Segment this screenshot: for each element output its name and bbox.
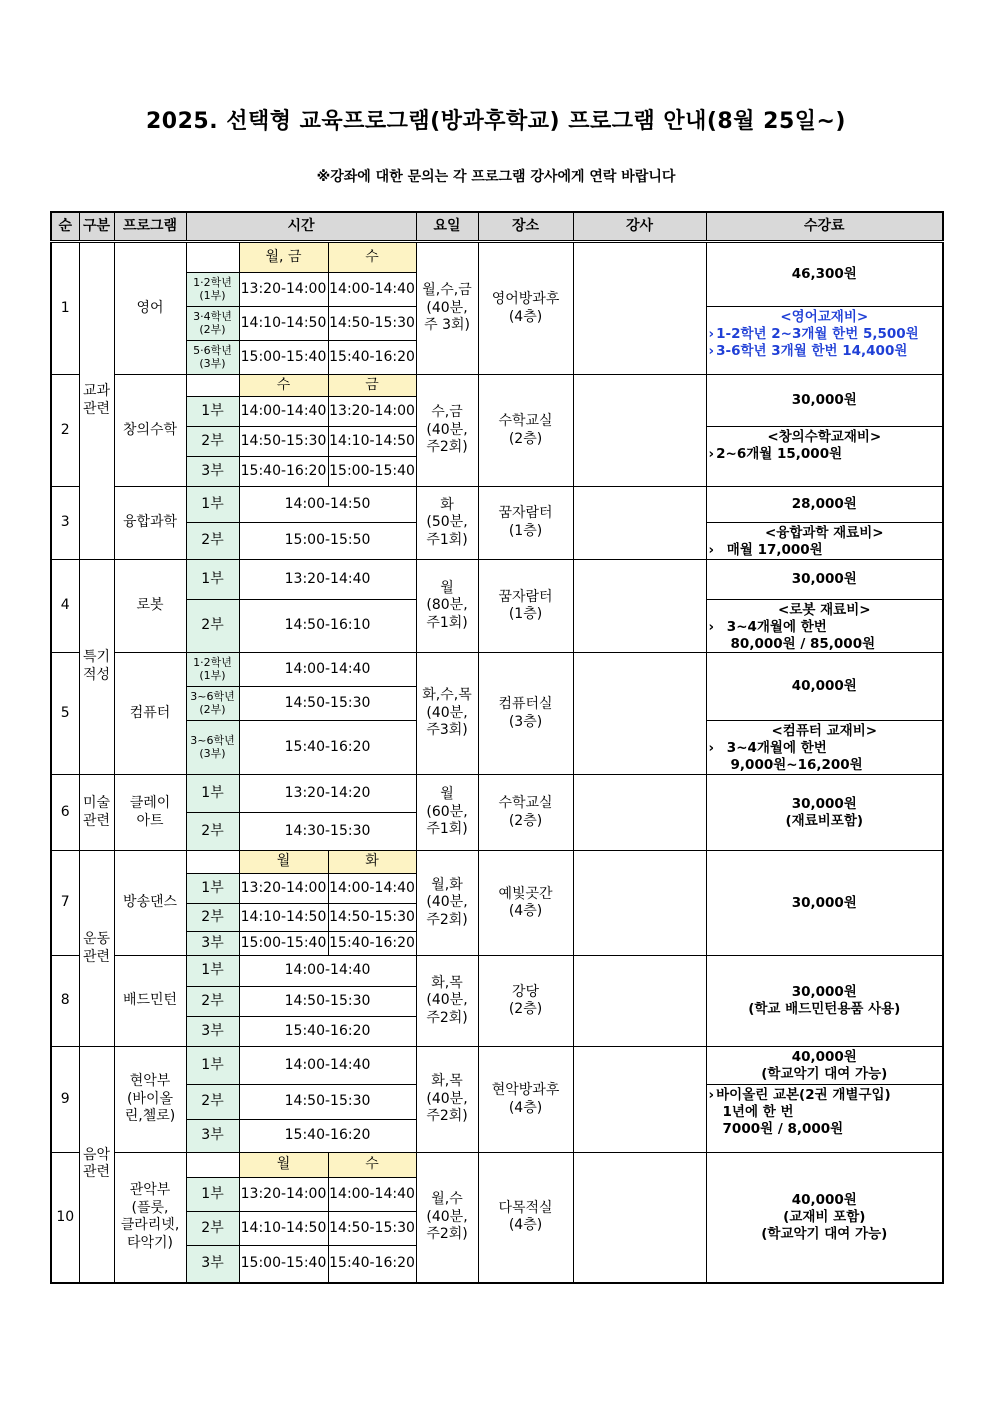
session-label: 1·2학년 (1부) xyxy=(186,653,239,687)
fee-extra-title: <창의수학교재비> xyxy=(767,429,882,445)
category-cell: 운동 관련 xyxy=(79,851,114,1047)
program-name: 로봇 xyxy=(114,559,186,653)
session-label: 1·2학년 (1부) xyxy=(186,273,239,307)
place-cell: 예빛곳간 (4층) xyxy=(478,851,573,956)
weekday-cell: 화,목 (40분, 주2회) xyxy=(416,1047,478,1153)
program-name: 영어 xyxy=(114,242,186,375)
fee-extra-line: 9,000원~16,200원 xyxy=(730,757,863,774)
row-number: 8 xyxy=(51,956,79,1047)
teacher-cell xyxy=(573,487,706,560)
day-column-header: 금 xyxy=(328,375,416,397)
session-time: 14:50-16:10 xyxy=(239,599,416,653)
session-label: 2부 xyxy=(186,1085,239,1120)
session-label: 2부 xyxy=(186,427,239,457)
day-column-header: 수 xyxy=(239,375,328,397)
program-name: 관악부 (플룻, 클라리넷, 타악기) xyxy=(114,1153,186,1283)
fee-extra-cell xyxy=(706,427,943,487)
session-time: 15:40-16:20 xyxy=(239,457,328,487)
session-time: 14:00-14:40 xyxy=(328,1178,416,1212)
session-label: 1부 xyxy=(186,956,239,987)
day-column-header: 수 xyxy=(328,1153,416,1178)
header-day: 요일 xyxy=(416,212,478,242)
weekday-cell: 월,수,금 (40분, 주 3회) xyxy=(416,242,478,375)
header-category: 구분 xyxy=(79,212,114,242)
fee-extra-line: › 3~4개월에 한번 xyxy=(708,740,827,757)
bullet-icon: › xyxy=(708,541,719,558)
session-time: 15:40-16:20 xyxy=(328,341,416,375)
weekday-cell: 화,목 (40분, 주2회) xyxy=(416,956,478,1047)
bullet-icon: › xyxy=(708,445,715,462)
header-teacher: 강사 xyxy=(573,212,706,242)
program-name: 배드민턴 xyxy=(114,956,186,1047)
session-label: 1부 xyxy=(186,559,239,599)
session-time: 14:10-14:50 xyxy=(328,427,416,457)
bullet-icon: › xyxy=(708,342,715,359)
session-time: 15:40-16:20 xyxy=(239,721,416,775)
bullet-icon: › xyxy=(708,740,719,757)
session-label: 2부 xyxy=(186,813,239,851)
fee-cell: 30,000원 xyxy=(706,851,943,956)
header-time: 시간 xyxy=(186,212,416,242)
session-label: 1부 xyxy=(186,397,239,427)
place-cell: 꿈자람터 (1층) xyxy=(478,559,573,653)
program-name: 클레이 아트 xyxy=(114,775,186,851)
category-cell: 미술 관련 xyxy=(79,775,114,851)
session-label: 1부 xyxy=(186,487,239,523)
session-label: 1부 xyxy=(186,874,239,904)
program-name: 컴퓨터 xyxy=(114,653,186,775)
session-time: 15:40-16:20 xyxy=(239,1017,416,1047)
session-time: 14:50-15:30 xyxy=(239,987,416,1017)
fee-extra-cell xyxy=(706,721,943,775)
category-cell: 교과 관련 xyxy=(79,242,114,560)
table-row xyxy=(51,956,943,987)
weekday-cell: 월 (60분, 주1회) xyxy=(416,775,478,851)
session-label: 3부 xyxy=(186,1120,239,1153)
teacher-cell xyxy=(573,559,706,653)
weekday-cell: 월 (80분, 주1회) xyxy=(416,559,478,653)
session-label-empty xyxy=(186,242,239,273)
place-cell: 컴퓨터실 (3층) xyxy=(478,653,573,775)
row-number: 4 xyxy=(51,559,79,653)
session-time: 14:00-14:40 xyxy=(328,874,416,904)
session-time: 13:20-14:00 xyxy=(239,1178,328,1212)
session-label: 3부 xyxy=(186,457,239,487)
bullet-icon: › xyxy=(708,325,715,342)
session-time: 15:40-16:20 xyxy=(328,1246,416,1283)
table-row xyxy=(51,487,943,523)
place-cell: 다목적실 (4층) xyxy=(478,1153,573,1283)
page-title: 2025. 선택형 교육프로그램(방과후학교) 프로그램 안내(8월 25일~) xyxy=(145,109,846,134)
session-label: 5·6학년 (3부) xyxy=(186,341,239,375)
header-no: 순 xyxy=(51,212,79,242)
program-name: 현악부 (바이올 린,첼로) xyxy=(114,1047,186,1153)
table-row xyxy=(51,1153,943,1178)
session-time: 15:00-15:40 xyxy=(328,457,416,487)
session-label: 2부 xyxy=(186,904,239,932)
session-label: 1부 xyxy=(186,1047,239,1085)
session-time: 14:00-14:40 xyxy=(239,1047,416,1085)
teacher-cell xyxy=(573,1047,706,1153)
fee-extra-cell xyxy=(706,523,943,560)
day-column-header: 월, 금 xyxy=(239,242,328,273)
session-time: 14:00-14:40 xyxy=(328,273,416,307)
place-cell: 수학교실 (2층) xyxy=(478,375,573,487)
fee-extra-line: › 바이올린 교본(2권 개별구입) xyxy=(708,1087,891,1103)
session-label-empty xyxy=(186,375,239,397)
session-time: 14:50-15:30 xyxy=(328,904,416,932)
teacher-cell xyxy=(573,1153,706,1283)
session-time: 14:50-15:30 xyxy=(239,687,416,721)
teacher-cell xyxy=(573,375,706,487)
day-column-header: 월 xyxy=(239,851,328,874)
session-label: 2부 xyxy=(186,523,239,560)
program-name: 창의수학 xyxy=(114,375,186,487)
session-time: 14:30-15:30 xyxy=(239,813,416,851)
session-time: 15:40-16:20 xyxy=(239,1120,416,1153)
session-time: 14:00-14:40 xyxy=(239,397,328,427)
bullet-icon: › xyxy=(708,618,719,635)
header-program: 프로그램 xyxy=(114,212,186,242)
program-name: 방송댄스 xyxy=(114,851,186,956)
bullet-icon: › xyxy=(708,1087,715,1103)
day-column-header: 화 xyxy=(328,851,416,874)
table-row xyxy=(51,851,943,874)
session-label: 1부 xyxy=(186,1178,239,1212)
fee-cell: 40,000원 (교재비 포함) (학교악기 대여 가능) xyxy=(706,1153,943,1283)
day-column-header: 수 xyxy=(328,242,416,273)
session-label: 2부 xyxy=(186,599,239,653)
program-table xyxy=(50,211,944,1284)
weekday-cell: 화 (50분, 주1회) xyxy=(416,487,478,560)
header-place: 장소 xyxy=(478,212,573,242)
row-number: 1 xyxy=(51,242,79,375)
session-time: 15:40-16:20 xyxy=(328,932,416,956)
session-time: 13:20-14:00 xyxy=(239,874,328,904)
fee-extra-line: 1년에 한 번 xyxy=(722,1103,794,1120)
place-cell: 강당 (2층) xyxy=(478,956,573,1047)
session-label: 3부 xyxy=(186,932,239,956)
fee-extra-line: › 3~4개월에 한번 xyxy=(708,618,827,635)
teacher-cell xyxy=(573,851,706,956)
row-number: 9 xyxy=(51,1047,79,1153)
session-time: 14:50-15:30 xyxy=(239,1085,416,1120)
session-time: 15:00-15:40 xyxy=(239,341,328,375)
session-time: 15:00-15:40 xyxy=(239,1246,328,1283)
session-label: 2부 xyxy=(186,1212,239,1246)
page-subtitle: ※강좌에 대한 문의는 각 프로그램 강사에게 연락 바랍니다 xyxy=(316,169,676,185)
day-column-header: 월 xyxy=(239,1153,328,1178)
session-time: 13:20-14:00 xyxy=(328,397,416,427)
session-label-empty xyxy=(186,851,239,874)
session-time: 14:00-14:40 xyxy=(239,956,416,987)
session-label: 3·4학년 (2부) xyxy=(186,307,239,341)
table-row xyxy=(51,559,943,599)
row-number: 7 xyxy=(51,851,79,956)
session-time: 13:20-14:20 xyxy=(239,775,416,813)
table-row xyxy=(51,1047,943,1085)
session-label-empty xyxy=(186,1153,239,1178)
weekday-cell: 월,수 (40분, 주2회) xyxy=(416,1153,478,1283)
fee-extra-line: › 1-2학년 2~3개월 한번 5,500원 xyxy=(708,325,919,342)
place-cell: 현악방과후 (4층) xyxy=(478,1047,573,1153)
category-cell: 특기 적성 xyxy=(79,559,114,774)
session-time: 14:00-14:50 xyxy=(239,487,416,523)
fee-extra-cell xyxy=(706,599,943,653)
session-time: 14:50-15:30 xyxy=(239,427,328,457)
fee-extra-title: <융합과학 재료비> xyxy=(764,525,884,541)
fee-extra-line: 80,000원 / 85,000원 xyxy=(730,635,876,652)
session-label: 1부 xyxy=(186,775,239,813)
teacher-cell xyxy=(573,653,706,775)
row-number: 5 xyxy=(51,653,79,775)
table-row xyxy=(51,375,943,397)
fee-extra-line: › 3-6학년 3개월 한번 14,400원 xyxy=(708,342,908,359)
session-label: 3부 xyxy=(186,1017,239,1047)
row-number: 6 xyxy=(51,775,79,851)
row-number: 10 xyxy=(51,1153,79,1283)
session-time: 15:00-15:50 xyxy=(239,523,416,560)
session-time: 14:50-15:30 xyxy=(328,1212,416,1246)
session-time: 14:50-15:30 xyxy=(328,307,416,341)
fee-cell: 46,300원 xyxy=(706,242,943,307)
table-row xyxy=(51,775,943,813)
program-name: 융합과학 xyxy=(114,487,186,560)
fee-extra-title: <컴퓨터 교재비> xyxy=(771,723,878,740)
teacher-cell xyxy=(573,242,706,375)
header-row xyxy=(51,212,943,242)
session-time: 13:20-14:00 xyxy=(239,273,328,307)
weekday-cell: 수,금 (40분, 주2회) xyxy=(416,375,478,487)
place-cell: 수학교실 (2층) xyxy=(478,775,573,851)
teacher-cell xyxy=(573,775,706,851)
place-cell: 꿈자람터 (1층) xyxy=(478,487,573,560)
fee-cell: 30,000원 xyxy=(706,559,943,599)
session-label: 3부 xyxy=(186,1246,239,1283)
fee-extra-line: › 2~6개월 15,000원 xyxy=(708,445,843,462)
fee-cell: 40,000원 (학교악기 대여 가능) xyxy=(706,1047,943,1085)
weekday-cell: 화,수,목 (40분, 주3회) xyxy=(416,653,478,775)
session-time: 14:00-14:40 xyxy=(239,653,416,687)
row-number: 2 xyxy=(51,375,79,487)
session-time: 14:10-14:50 xyxy=(239,1212,328,1246)
session-time: 13:20-14:40 xyxy=(239,559,416,599)
table-row xyxy=(51,242,943,273)
fee-extra-line: › 매월 17,000원 xyxy=(708,541,823,558)
session-label: 3~6학년 (3부) xyxy=(186,721,239,775)
session-time: 14:10-14:50 xyxy=(239,307,328,341)
fee-extra-title: <영어교재비> xyxy=(780,309,869,325)
fee-extra-line: 7000원 / 8,000원 xyxy=(722,1120,844,1137)
place-cell: 영어방과후 (4층) xyxy=(478,242,573,375)
fee-extra-title: <로봇 재료비> xyxy=(778,601,871,618)
session-label: 3~6학년 (2부) xyxy=(186,687,239,721)
teacher-cell xyxy=(573,956,706,1047)
fee-extra-cell xyxy=(706,1085,943,1153)
table-row xyxy=(51,653,943,687)
session-time: 15:00-15:40 xyxy=(239,932,328,956)
fee-cell: 40,000원 xyxy=(706,653,943,721)
session-time: 14:10-14:50 xyxy=(239,904,328,932)
fee-cell: 30,000원 xyxy=(706,375,943,427)
fee-extra-cell xyxy=(706,307,943,375)
session-label: 2부 xyxy=(186,987,239,1017)
fee-cell: 30,000원 (재료비포함) xyxy=(706,775,943,851)
category-cell: 음악 관련 xyxy=(79,1047,114,1283)
weekday-cell: 월,화 (40분, 주2회) xyxy=(416,851,478,956)
header-fee: 수강료 xyxy=(706,212,943,242)
fee-cell: 30,000원 (학교 배드민턴용품 사용) xyxy=(706,956,943,1047)
row-number: 3 xyxy=(51,487,79,560)
fee-cell: 28,000원 xyxy=(706,487,943,523)
